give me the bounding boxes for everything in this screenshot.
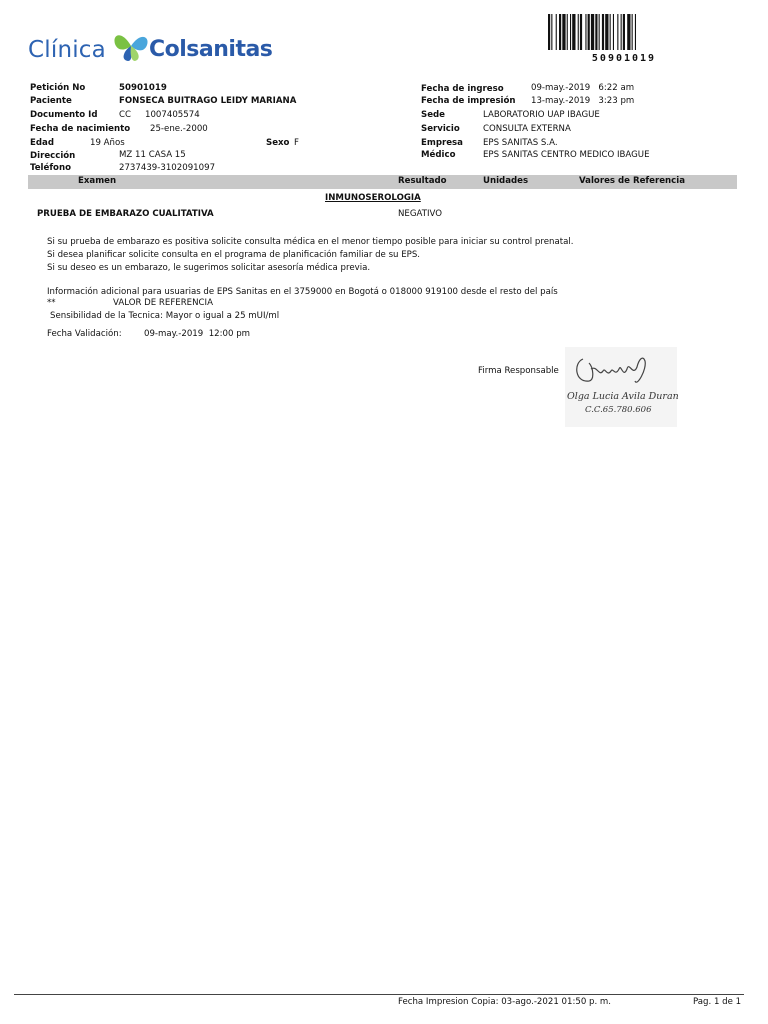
note-line-3: Si su deseo es un embarazo, le sugerimos solicitar asesoría médica previa. [47, 263, 371, 273]
clinica-colsanitas-logo [28, 28, 288, 68]
signature-scribble-icon [565, 347, 677, 393]
peticion-label: Petición No [30, 83, 86, 93]
edad-value: 19 Años [90, 138, 125, 148]
ingreso-value: 09-may.-2019 6:22 am [531, 83, 635, 93]
section-title: INMUNOSEROLOGIA [325, 193, 421, 203]
note-line-2: Si desea planificar solicite consulta en el programa de planificación familiar de su EPS. [47, 250, 421, 260]
sexo-label: Sexo [266, 138, 290, 148]
signature-cc: C.C.65.780.606 [585, 405, 652, 415]
empresa-value: EPS SANITAS S.A. [483, 138, 558, 148]
direccion-label: Dirección [30, 151, 76, 161]
peticion-value: 50901019 [119, 83, 167, 93]
footer-copy-date: Fecha Impresion Copia: 03-ago.-2021 01:50 p. m. [398, 997, 612, 1007]
result-examen: PRUEBA DE EMBARAZO CUALITATIVA [37, 209, 214, 219]
impresion-value: 13-may.-2019 3:23 pm [531, 96, 635, 106]
nacimiento-value: 25-ene.-2000 [150, 124, 208, 134]
edad-label: Edad [30, 138, 54, 148]
direccion-value: MZ 11 CASA 15 [119, 150, 186, 160]
barcode-number: 50901019 [591, 53, 657, 64]
sede-value: LABORATORIO UAP IBAGUE [483, 110, 600, 120]
note-line-1: Si su prueba de embarazo es positiva solicite consulta médica en el menor tiempo posible para iniciar su control prenatal. [47, 237, 574, 247]
nacimiento-label: Fecha de nacimiento [30, 124, 131, 134]
logo-word-colsanitas: Colsanitas [149, 37, 273, 62]
telefono-label: Teléfono [30, 163, 71, 173]
footer-page-number: Pag. 1 de 1 [693, 997, 742, 1007]
barcode-image [548, 14, 700, 50]
header-referencia: Valores de Referencia [579, 176, 686, 186]
header-unidades: Unidades [483, 176, 529, 186]
telefono-value: 2737439-3102091097 [119, 163, 216, 173]
medico-label: Médico [421, 150, 456, 160]
firma-label: Firma Responsable [478, 366, 559, 376]
empresa-label: Empresa [421, 138, 463, 148]
results-header-bar [28, 175, 737, 189]
note-stars: ** [47, 298, 56, 308]
signature-image [565, 347, 677, 427]
validacion-label: Fecha Validación: [47, 329, 122, 339]
note-line-4: Información adicional para usuarias de EPS Sanitas en el 3759000 en Bogotá o 018000 919100 desde el resto del país [47, 287, 558, 297]
note-ref-label: VALOR DE REFERENCIA [113, 298, 213, 308]
impresion-label: Fecha de impresión [421, 96, 516, 106]
butterfly-logo-icon [112, 28, 150, 64]
documento-type: CC [119, 110, 132, 120]
servicio-label: Servicio [421, 124, 460, 134]
header-examen: Examen [78, 176, 117, 186]
result-valor: NEGATIVO [398, 209, 443, 219]
servicio-value: CONSULTA EXTERNA [483, 124, 571, 134]
sede-label: Sede [421, 110, 445, 120]
documento-value: 1007405574 [145, 110, 200, 120]
logo-word-clinica: Clínica [28, 37, 106, 63]
note-sensibilidad: Sensibilidad de la Tecnica: Mayor o igual a 25 mUI/ml [50, 311, 280, 321]
signature-name: Olga Lucia Avila Duran [567, 391, 679, 402]
paciente-value: FONSECA BUITRAGO LEIDY MARIANA [119, 96, 297, 106]
medico-value: EPS SANITAS CENTRO MEDICO IBAGUE [483, 150, 650, 160]
paciente-label: Paciente [30, 96, 72, 106]
validacion-value: 09-may.-2019 12:00 pm [144, 329, 251, 339]
header-resultado: Resultado [398, 176, 447, 186]
documento-label: Documento Id [30, 110, 98, 120]
sexo-value: F [294, 138, 299, 148]
ingreso-label: Fecha de ingreso [421, 84, 504, 94]
footer-divider [14, 994, 744, 995]
